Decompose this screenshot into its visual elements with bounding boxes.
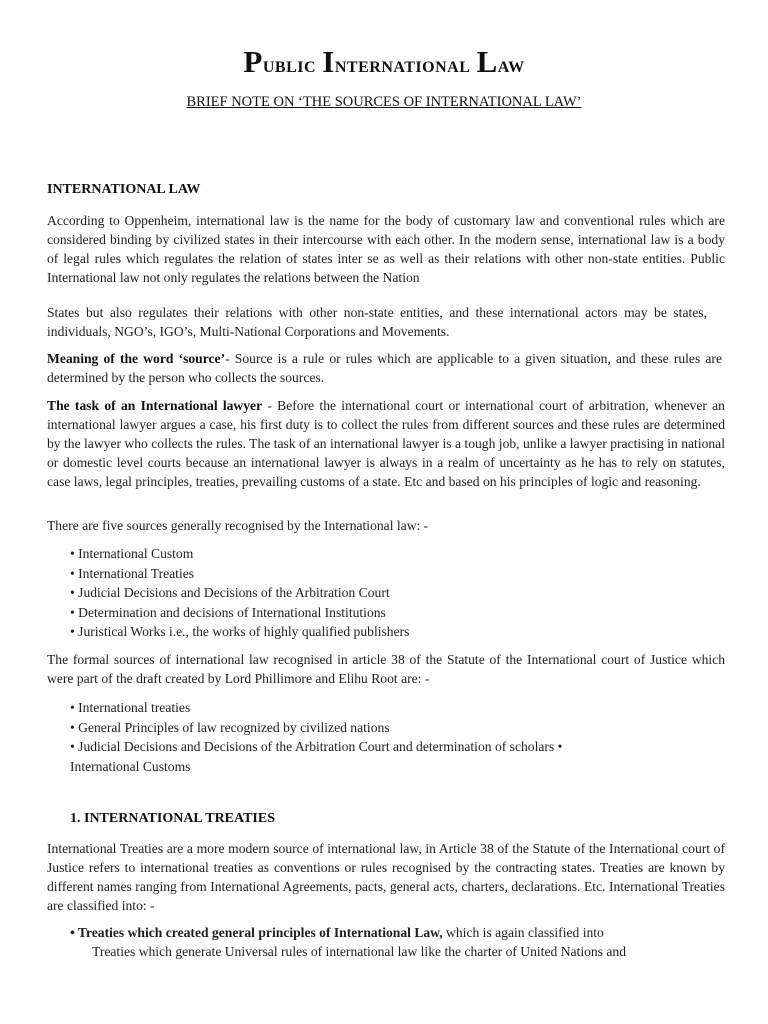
title-part-nternational: nternational	[334, 52, 471, 77]
five-sources-list	[70, 544, 710, 642]
lawyer-task-paragraph	[47, 396, 725, 491]
formal-sources-intro: The formal sources of international law recognised in article 38 of the Statute of the International court of Justice which were part of the draft created by Lord Phillimore and Elihu Root are: -	[47, 652, 725, 686]
source-meaning-label: Meaning of the word ‘source’	[47, 351, 226, 366]
list-item: • Juristical Works i.e., the works of highly qualified publishers	[70, 624, 410, 640]
treaties-classification-item	[70, 923, 725, 961]
lawyer-task-text: - Before the international court or international court of arbitration, whenever an international lawyer argues a case, his first duty is to collect the rules from different sources and these rules are determined by the lawyer who collects the rules. The task of an international lawyer is a tough job, unlike a lawyer practising in national or domestic level courts because an international lawyer is always in a realm of uncertainty as he has to rely on statutes, case laws, legal principles, treaties, prevailing customs of a state. Etc and based on his principles of logic and reasoning.	[47, 398, 725, 489]
list-item: • General Principles of law recognized by civilized nations	[70, 719, 390, 735]
list-item: • Determination and decisions of International Institutions	[70, 604, 386, 620]
list-item: • International Custom	[70, 546, 194, 561]
source-meaning-text: - Source is a rule or rules which are applicable to a given situation, and these rules are determined by the person who collects the sources.	[47, 351, 722, 385]
list-item: • Judicial Decisions and Decisions of the Arbitration Court	[70, 585, 390, 601]
formal-sources-list	[70, 698, 710, 776]
list-item: • Judicial Decisions and Decisions of the Arbitration Court and determination of scholars •	[70, 739, 563, 755]
five-sources-intro: There are five sources generally recognised by the International law: -	[47, 518, 429, 533]
treaties-paragraph: International Treaties are a more modern source of international law, in Article 38 of the Statute of the International court of Justice refers to international treaties as conventions or rules recognised by the contracting states. Treaties are known by different names ranging from International Agreements, pacts, general acts, charters, declarations. Etc. International Treaties are classified into: -	[47, 841, 725, 913]
treaties-classification-continued: Treaties which generate Universal rules of international law like the charter of United Nations and	[92, 944, 627, 959]
page-title	[0, 44, 768, 80]
heading-international-treaties: 1. INTERNATIONAL TREATIES	[70, 811, 276, 826]
list-item: International Customs	[70, 758, 191, 774]
title-part-aw: aw	[497, 52, 525, 77]
title-initial-l: L	[476, 44, 498, 79]
page-subtitle: BRIEF NOTE ON ‘THE SOURCES OF INTERNATIONAL LAW’	[186, 94, 582, 110]
heading-international-law: INTERNATIONAL LAW	[47, 182, 201, 197]
title-initial-i: I	[322, 44, 335, 79]
list-item: • International Treaties	[70, 565, 195, 581]
list-item: • International treaties	[70, 700, 191, 715]
lawyer-task-label: The task of an International lawyer	[47, 398, 263, 413]
source-meaning-paragraph	[47, 349, 722, 387]
title-part-ublic: ublic	[262, 52, 317, 77]
title-initial-p: P	[243, 44, 263, 79]
intro-paragraph-continued: States but also regulates their relations with other non-state entities, and these international actors may be states, individuals, NGO’s, IGO’s, Multi-National Corporations and Movements.	[47, 305, 707, 339]
treaties-classification-text: which is again classified into	[442, 925, 604, 940]
treaties-classification-label: • Treaties which created general principles of International Law,	[70, 925, 443, 940]
intro-paragraph: According to Oppenheim, international law is the name for the body of customary law and conventional rules which are considered binding by civilized states in their intercourse with each other. In the modern sense, international law is a body of legal rules which regulates the relation of states inter se as well as their relations with other non-state entities. Public International law not only regulates the relations between the Nation	[47, 213, 725, 285]
